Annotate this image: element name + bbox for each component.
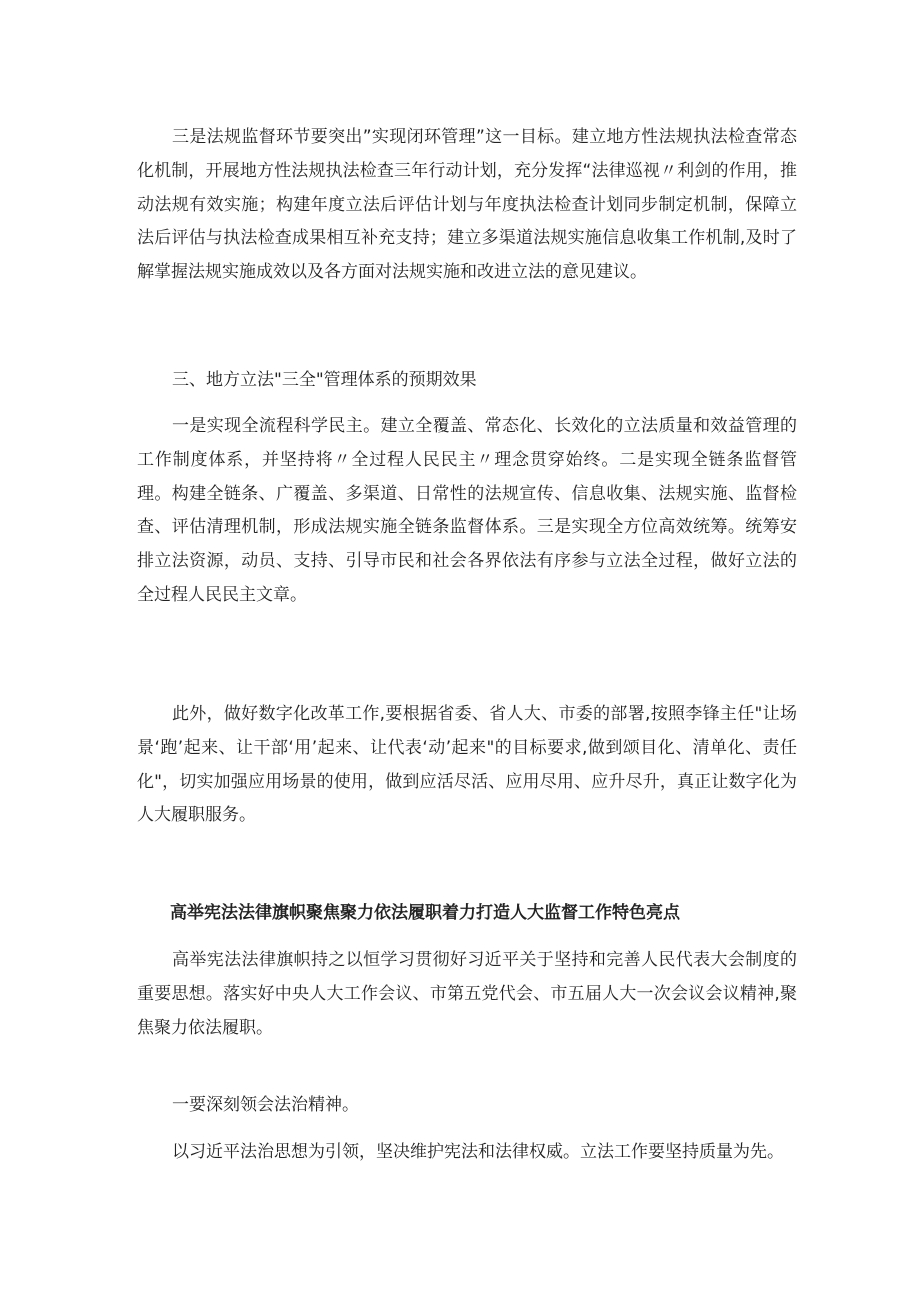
paragraph-legislation-quality: 以习近平法治思想为引领，坚决维护宪法和法律权威。立法工作要坚持质量为先。 (172, 1142, 784, 1162)
subheading-rule-of-law-spirit: 一要深刻领会法治精神。 (172, 1095, 359, 1115)
paragraph-regulation-supervision: 三是法规监督环节要突出”实现闭环管理”这一目标。建立地方性法规执法检查常态化机制，开展地方性法规执法检查三年行动计划，充分发挥“法律巡视〃利剑的作用，推动法规有效实施；构建年度立法后评估计划与年度执法检查计划同步制定机制，保障立法后评估与执法检查成果相互补充支持；建立多渠道法规实施信息收集工作机制,及时了解掌握法规实施成效以及各方面对法规实施和改进立法的意见建议。 (137, 127, 797, 283)
paragraph-constitution-banner: 高举宪法法律旗帜持之以恒学习贯彻好习近平关于坚持和完善人民代表大会制度的重要思想。落实好中央人大工作会议、市第五党代会、市五届人大一次会议会议精神,聚焦聚力依法履职。 (137, 950, 797, 1038)
article-title: 高举宪法法律旗帜聚焦聚力依法履职着力打造人大监督工作特色亮点 (170, 903, 680, 923)
paragraph-expected-effects: 一是实现全流程科学民主。建立全覆盖、常态化、长效化的立法质量和效益管理的工作制度体系，并坚持将〃全过程人民民主〃理念贯穿始终。二是实现全链条监督管理。构建全链条、广覆盖、多渠道、日常性的法规宣传、信息收集、法规实施、监督检查、评估清理机制，形成法规实施全链条监督体系。三是实现全方位高效统筹。统筹安排立法资源，动员、支持、引导市民和社会各界依法有序参与立法全过程，做好立法的全过程人民民主文章。 (137, 416, 797, 605)
paragraph-digital-reform: 此外，做好数字化改革工作,要根据省委、省人大、市委的部署,按照李锋主任"让场景‘跑’起来、让干部‘用’起来、让代表‘动’起来"的目标要求,做到颂目化、清单化、责任化"，切实加强应用场景的使用，做到应活尽活、应用尽用、应升尽升，真正让数字化为人大履职服务。 (137, 704, 797, 826)
section-heading-expected-effects: 三、地方立法"三全"管理体系的预期效果 (172, 370, 477, 390)
